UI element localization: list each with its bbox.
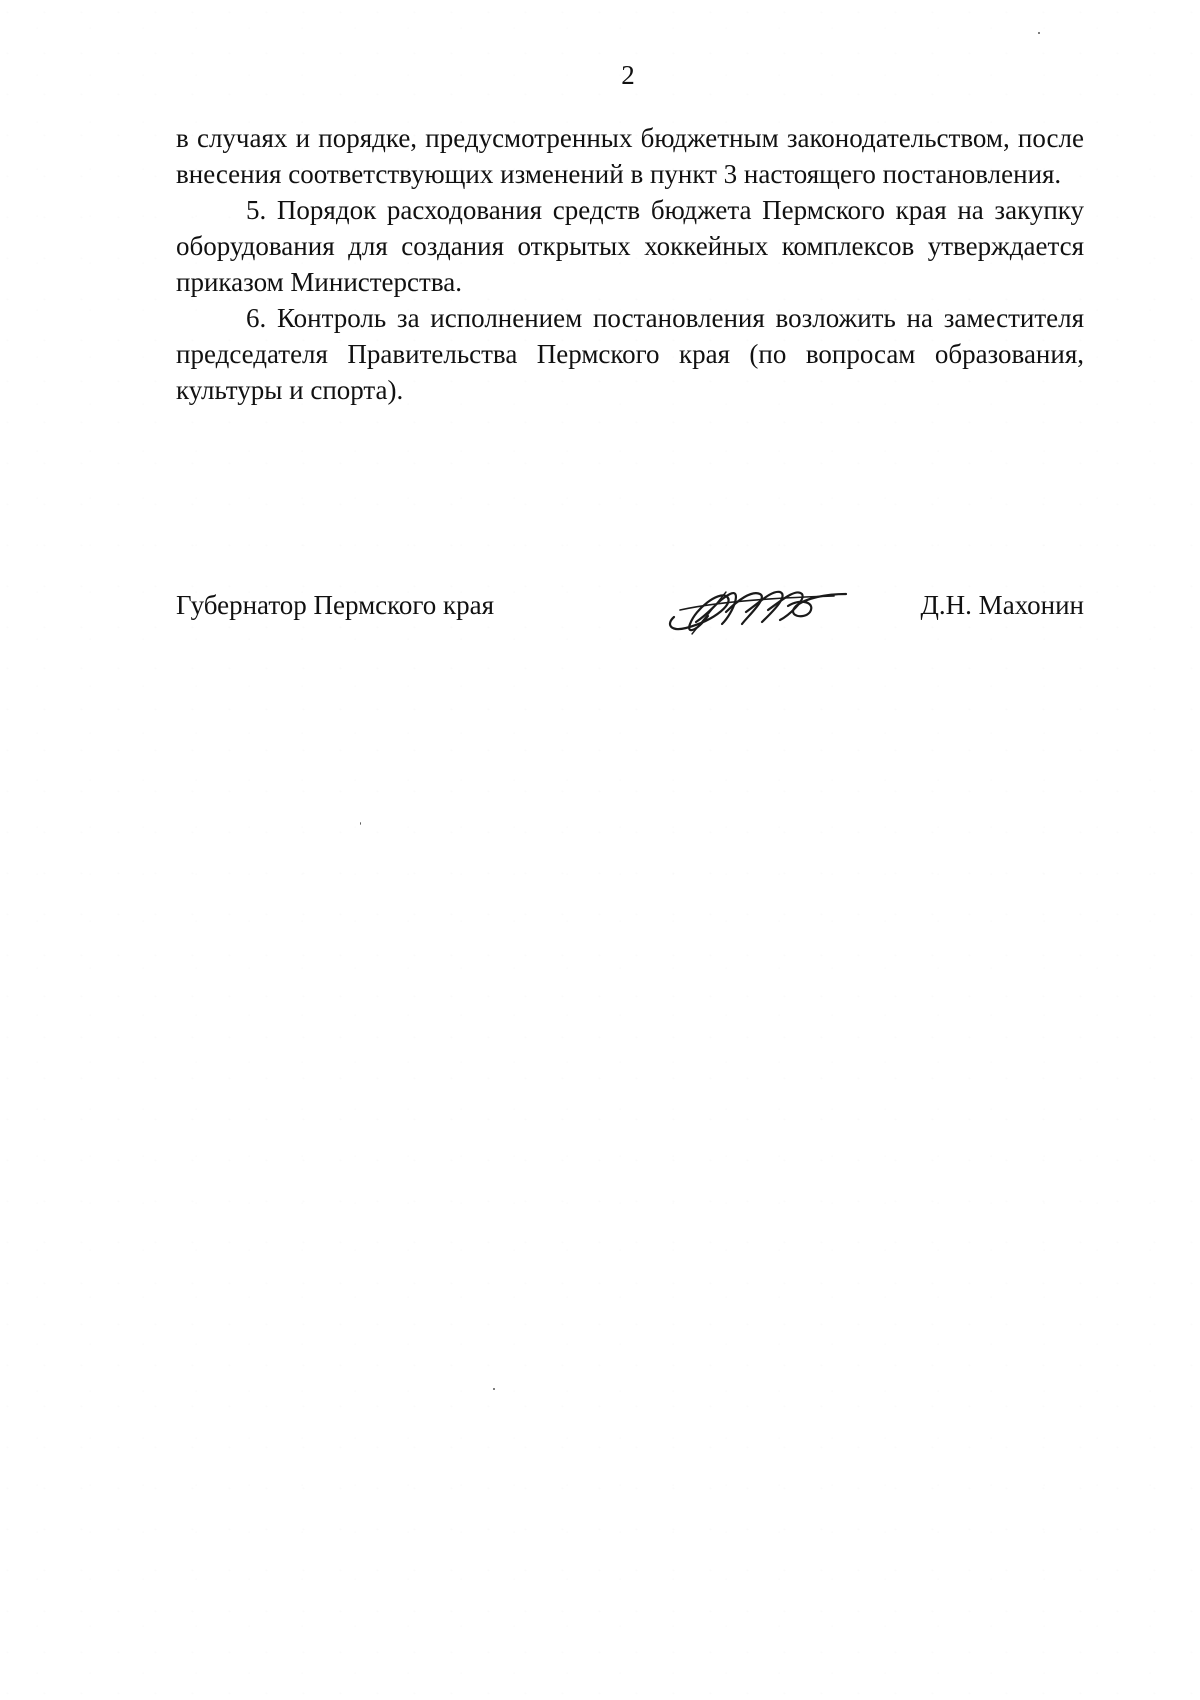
scan-speck bbox=[1038, 32, 1040, 34]
paragraph-item-5: 5. Порядок расходования средств бюджета Пермского края на закупку оборудования для создания открытых хоккейных комплексов утверждается приказом Министерства. bbox=[176, 195, 1084, 297]
signatory-name: Д.Н. Махонин bbox=[920, 590, 1084, 620]
signature-block bbox=[176, 590, 1084, 630]
document-body bbox=[176, 120, 1084, 408]
page-number: 2 bbox=[621, 60, 635, 90]
paragraph-item-6: 6. Контроль за исполнением постановления возложить на заместителя председателя Правительства Пермского края (по вопросам образования, культуры и спорта). bbox=[176, 303, 1084, 405]
paragraph-continuation: в случаях и порядке, предусмотренных бюджетным законодательством, после внесения соответствующих изменений в пункт 3 настоящего постановления. bbox=[176, 123, 1084, 189]
handwritten-signature bbox=[656, 572, 856, 642]
scan-speck bbox=[360, 822, 361, 825]
signatory-title: Губернатор Пермского края bbox=[176, 590, 495, 620]
scan-speck bbox=[493, 1388, 495, 1390]
